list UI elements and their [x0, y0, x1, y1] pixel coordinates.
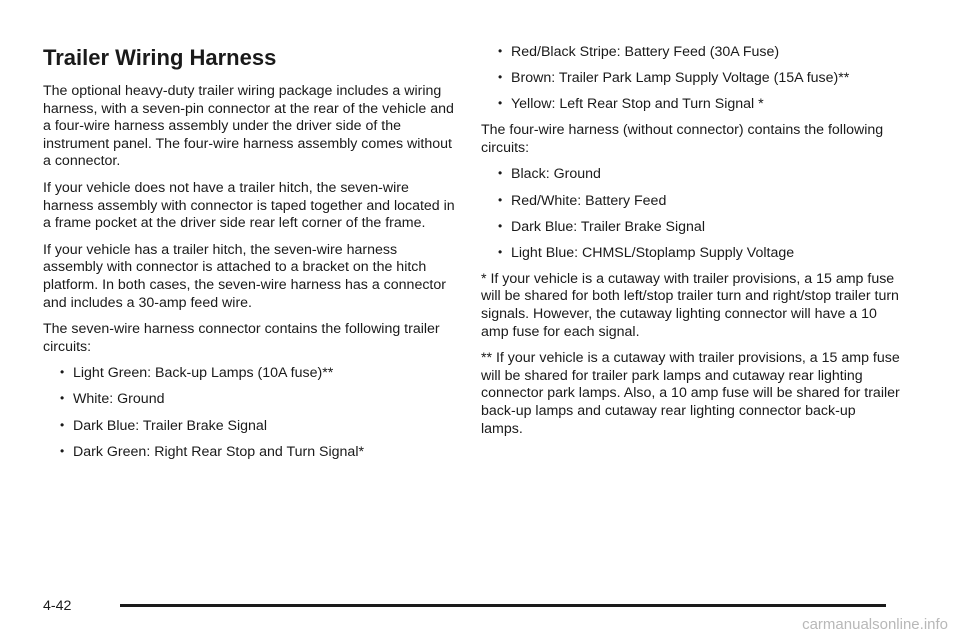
- list-item: • Light Green: Back-up Lamps (10A fuse)**: [60, 365, 334, 382]
- list-item: • Black: Ground: [498, 166, 601, 183]
- paragraph-four-wire: The four-wire harness (without connector) contains the following circuits:: [481, 122, 884, 156]
- footer-divider: [120, 604, 886, 607]
- list-item: • Dark Blue: Trailer Brake Signal: [498, 218, 705, 235]
- paragraph-intro: The optional heavy-duty trailer wiring package includes a wiring harness, with a seven-pin connector at the rear of the vehicle and a four-wire harness assembly under the driver side of the instrument panel. The four-wire harness assembly comes without a connector.: [43, 83, 454, 170]
- list-item: • Brown: Trailer Park Lamp Supply Voltage (15A fuse)**: [498, 70, 850, 87]
- page-number: 4-42: [43, 598, 72, 614]
- bullet-icon: •: [60, 365, 65, 380]
- paragraph-seven-wire: The seven-wire harness connector contains the following trailer circuits:: [43, 321, 440, 355]
- four-wire-circuit-list: [481, 166, 901, 262]
- page-title: Trailer Wiring Harness: [43, 45, 277, 70]
- list-item: • Red/White: Battery Feed: [498, 192, 667, 209]
- seven-wire-circuit-list-continued: [481, 44, 901, 114]
- bullet-icon: •: [60, 443, 65, 458]
- bullet-icon: •: [60, 391, 65, 406]
- bullet-icon: •: [60, 417, 65, 432]
- left-column: [43, 44, 455, 470]
- bullet-icon: •: [498, 244, 503, 259]
- bullet-icon: •: [498, 192, 503, 207]
- bullet-icon: •: [498, 166, 503, 181]
- list-item: • Dark Blue: Trailer Brake Signal: [60, 417, 267, 434]
- footnote-double-asterisk: ** If your vehicle is a cutaway with trailer provisions, a 15 amp fuse will be shared for trailer park lamps and cutaway rear lighting connector park lamps. Also, a 10 amp fuse will be shared for trailer back-up lamps and cutaway rear lighting connector back-up lamps.: [481, 350, 900, 437]
- footnote-single-asterisk: * If your vehicle is a cutaway with trailer provisions, a 15 amp fuse will be shared for both left/stop trailer turn and right/stop trailer turn signals. However, the cutaway lighting connector will have a 10 amp fuse for each signal.: [481, 270, 899, 340]
- list-item: • Light Blue: CHMSL/Stoplamp Supply Voltage: [498, 244, 795, 261]
- seven-wire-circuit-list: [43, 365, 455, 461]
- bullet-icon: •: [498, 70, 503, 85]
- list-item: • Dark Green: Right Rear Stop and Turn Signal*: [60, 443, 364, 460]
- paragraph-with-hitch: If your vehicle has a trailer hitch, the seven-wire harness assembly with connector is attached to a bracket on the hitch platform. In both cases, the seven-wire harness has a connector and includes a 30-amp feed wire.: [43, 241, 446, 311]
- bullet-icon: •: [498, 218, 503, 233]
- list-item: • White: Ground: [60, 391, 165, 408]
- watermark-text: carmanualsonline.info: [802, 616, 948, 633]
- bullet-icon: •: [498, 96, 503, 111]
- bullet-icon: •: [498, 44, 503, 58]
- paragraph-no-hitch: If your vehicle does not have a trailer hitch, the seven-wire harness assembly with connector is taped together and located in a frame pocket at the driver side rear left corner of the frame.: [43, 179, 455, 232]
- list-item: • Red/Black Stripe: Battery Feed (30A Fuse): [498, 44, 780, 60]
- list-item: • Yellow: Left Rear Stop and Turn Signal *: [498, 96, 764, 113]
- right-column: [481, 44, 901, 447]
